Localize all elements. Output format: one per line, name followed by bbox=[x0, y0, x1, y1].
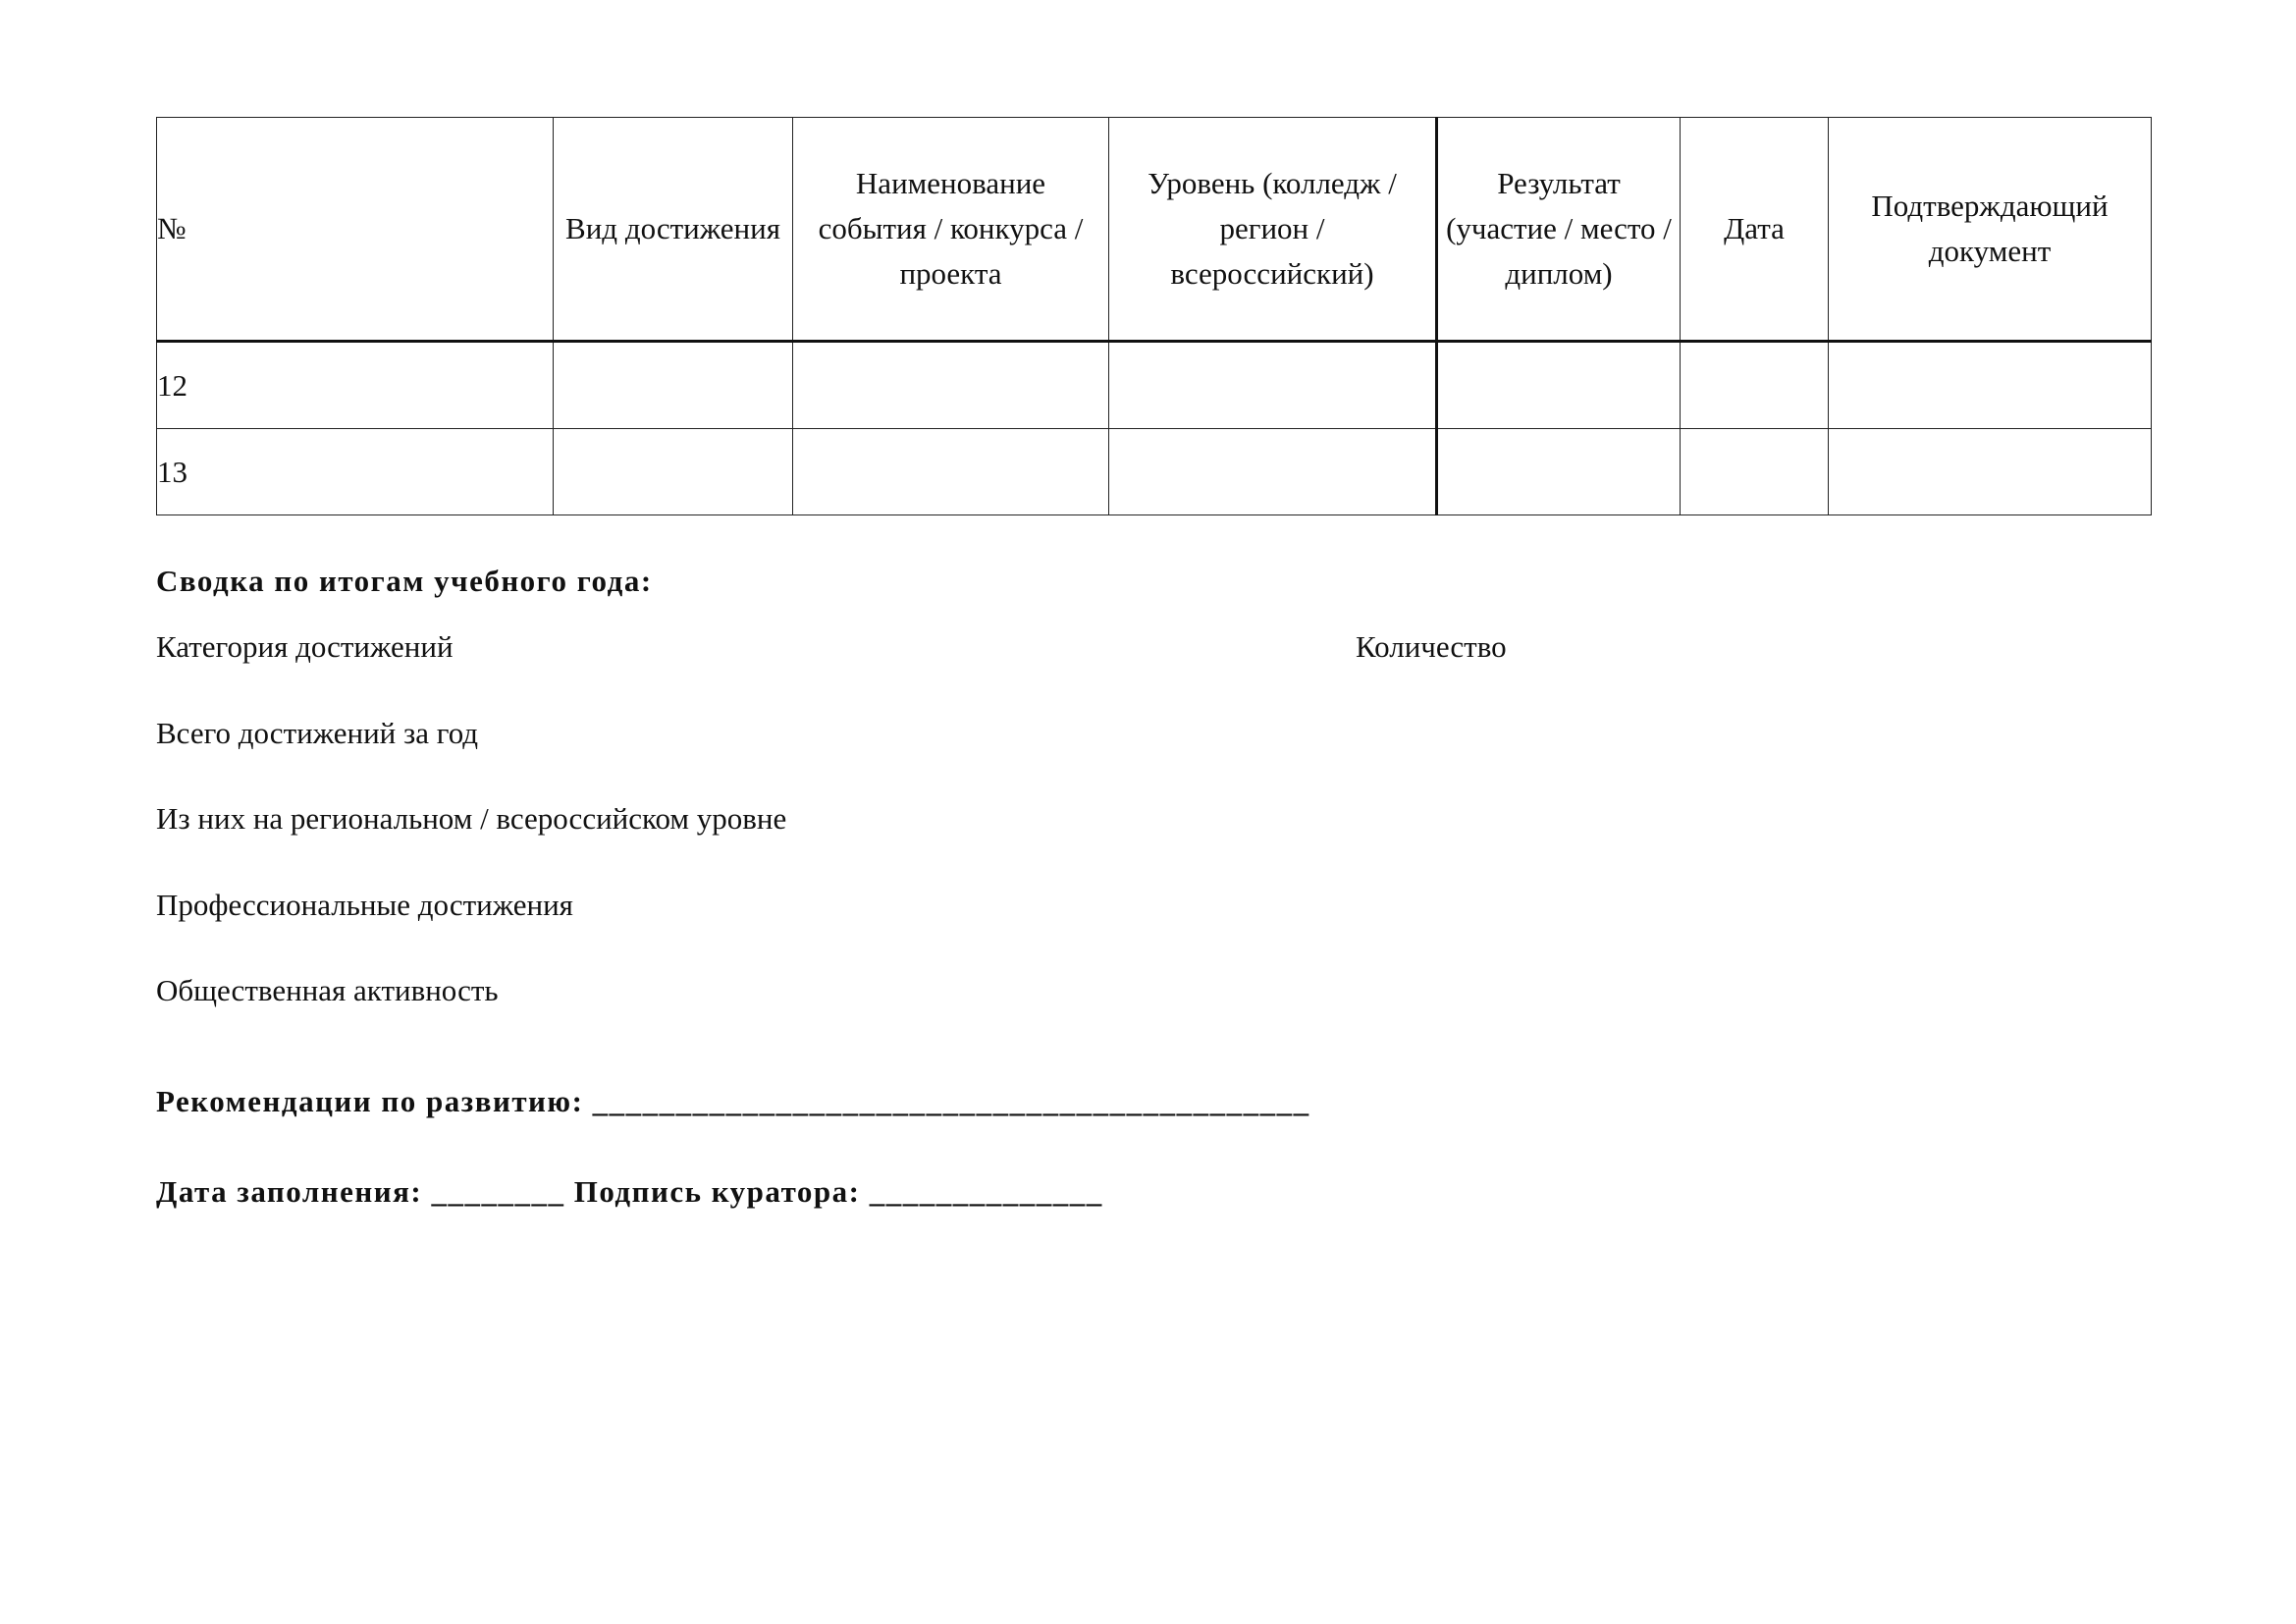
header-document: Подтверждающий документ bbox=[1829, 118, 2152, 342]
header-result: Результат (участие / место / диплом) bbox=[1437, 118, 1681, 342]
date-signature-line: Дата заполнения: ________ Подпись куратора: ______________ bbox=[156, 1174, 1103, 1209]
level-cell[interactable] bbox=[1109, 342, 1437, 429]
header-number: № bbox=[157, 118, 554, 342]
header-achievement-type: Вид достижения bbox=[554, 118, 793, 342]
event-name-cell[interactable] bbox=[793, 429, 1109, 515]
event-name-cell[interactable] bbox=[793, 342, 1109, 429]
level-cell[interactable] bbox=[1109, 429, 1437, 515]
achievement-type-cell[interactable] bbox=[554, 342, 793, 429]
row-number-cell: 13 bbox=[157, 429, 554, 515]
summary-item-total: Всего достижений за год bbox=[156, 716, 479, 750]
recommendations-line: Рекомендации по развитию: ___________________________________________ bbox=[156, 1084, 1310, 1118]
achievements-table bbox=[156, 117, 2152, 515]
row-number-cell: 12 bbox=[157, 342, 554, 429]
date-cell[interactable] bbox=[1681, 342, 1829, 429]
header-date: Дата bbox=[1681, 118, 1829, 342]
header-level: Уровень (колледж / регион / всероссийский) bbox=[1109, 118, 1437, 342]
category-label: Категория достижений bbox=[156, 629, 454, 664]
table-row bbox=[157, 342, 2152, 429]
result-cell[interactable] bbox=[1437, 429, 1681, 515]
summary-item-professional: Профессиональные достижения bbox=[156, 888, 573, 922]
document-cell[interactable] bbox=[1829, 342, 2152, 429]
summary-item-regional: Из них на региональном / всероссийском уровне bbox=[156, 801, 787, 836]
result-cell[interactable] bbox=[1437, 342, 1681, 429]
document-cell[interactable] bbox=[1829, 429, 2152, 515]
summary-heading: Сводка по итогам учебного года: bbox=[156, 564, 653, 598]
table-header-row bbox=[157, 118, 2152, 342]
table-row bbox=[157, 429, 2152, 515]
summary-item-social: Общественная активность bbox=[156, 973, 499, 1007]
quantity-label: Количество bbox=[1356, 629, 1507, 664]
achievement-type-cell[interactable] bbox=[554, 429, 793, 515]
date-cell[interactable] bbox=[1681, 429, 1829, 515]
header-event-name: Наименование события / конкурса / проекта bbox=[793, 118, 1109, 342]
